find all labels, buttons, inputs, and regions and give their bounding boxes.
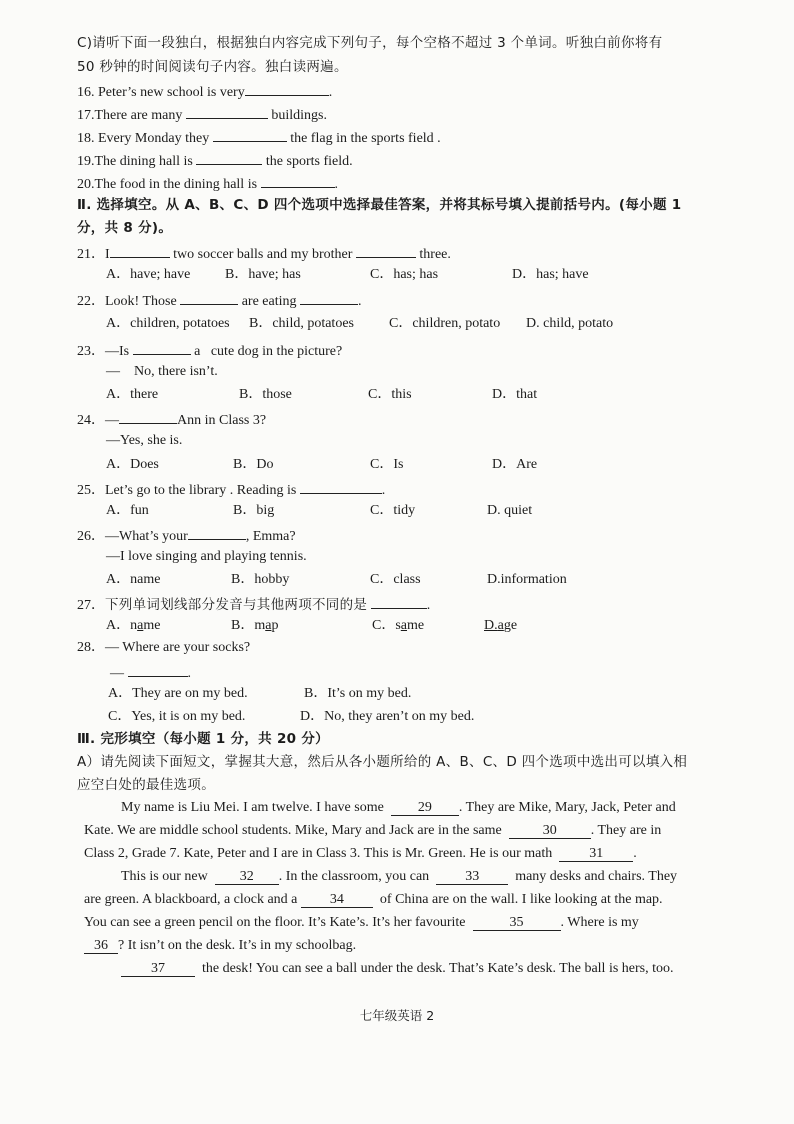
cloze-blank-35[interactable]: 35 (473, 915, 561, 931)
question-26: 26．—What’s your , Emma? (77, 525, 296, 546)
q24-option-b[interactable]: B．Do (233, 457, 274, 472)
question-27: 27．下列单词划线部分发音与其他两项不同的是 . (77, 594, 430, 615)
question-20: 20.The food in the dining hall is . (77, 173, 338, 194)
q21-option-a[interactable]: A．have; have (106, 267, 191, 282)
answer-blank-21a[interactable] (110, 243, 170, 258)
section3-instruction-line1: A）请先阅读下面短文，掌握其大意，然后从各小题所给的 A、B、C、D 四个选项中选出可以填入相 (77, 754, 688, 770)
cloze-blank-37[interactable]: 37 (121, 961, 195, 977)
q22-option-a[interactable]: A．children, potatoes (106, 316, 230, 331)
q28-reply: — . (110, 662, 191, 683)
passage-p2-line4: 36 ? It isn’t on the desk. It’s in my schoolbag. (84, 937, 356, 955)
question-17: 17.There are many buildings. (77, 104, 327, 125)
q28-option-a[interactable]: A．They are on my bed. (108, 686, 248, 701)
cloze-blank-33[interactable]: 33 (436, 869, 508, 885)
q27-option-a[interactable]: A．name (106, 618, 161, 633)
passage-p2-line2: are green. A blackboard, a clock and a 34 of China are on the wall. I like looking at the map. (84, 892, 663, 907)
q21-option-c[interactable]: C．has; has (370, 267, 439, 282)
answer-blank-16[interactable] (245, 81, 329, 96)
passage-p3-line1: 37 the desk! You can see a ball under the desk. That’s Kate’s desk. The ball is hers, too. (121, 960, 674, 978)
q28-option-b[interactable]: B．It’s on my bed. (304, 686, 412, 701)
q28-option-d[interactable]: D．No, they aren’t on my bed. (300, 709, 475, 724)
q23-option-d[interactable]: D．that (492, 387, 538, 402)
q26-option-c[interactable]: C．class (370, 572, 421, 587)
answer-blank-17[interactable] (186, 104, 268, 119)
listening-instruction-line1: C)请听下面一段独白，根据独白内容完成下列句子，每个空格不超过 3 个单词。听独白前你将有 (77, 35, 663, 51)
cloze-blank-36[interactable]: 36 (84, 938, 118, 954)
question-28: 28．— Where are your socks? (77, 640, 251, 655)
q22-option-d[interactable]: D. child, potato (526, 316, 614, 331)
q27-option-d[interactable]: D.age (484, 618, 518, 633)
answer-blank-25[interactable] (300, 479, 382, 494)
question-18: 18. Every Monday they the flag in the sports field . (77, 127, 441, 148)
passage-p1-line2: Kate. We are middle school students. Mike, Mary and Jack are in the same 30 . They are in (84, 823, 662, 838)
answer-blank-22b[interactable] (300, 290, 358, 305)
q26-option-a[interactable]: A．name (106, 572, 161, 587)
question-19: 19.The dining hall is the sports field. (77, 150, 353, 171)
q25-option-d[interactable]: D. quiet (487, 503, 533, 518)
answer-blank-27[interactable] (371, 594, 427, 609)
passage-p1-line3: Class 2, Grade 7. Kate, Peter and I are in Class 3. This is Mr. Green. He is our math 31 . (84, 846, 637, 861)
q23-reply: — No, there isn’t. (106, 364, 218, 379)
question-24: 24．— Ann in Class 3? (77, 409, 266, 430)
answer-blank-28[interactable] (128, 662, 188, 677)
cloze-blank-31[interactable]: 31 (559, 846, 633, 862)
q23-option-a[interactable]: A．there (106, 387, 159, 402)
q25-option-c[interactable]: C．tidy (370, 503, 416, 518)
q24-option-c[interactable]: C．Is (370, 457, 404, 472)
answer-blank-26[interactable] (188, 525, 246, 540)
q24-option-a[interactable]: A．Does (106, 457, 159, 472)
answer-blank-22a[interactable] (180, 290, 238, 305)
q26-option-d[interactable]: D.information (487, 572, 567, 587)
section2-heading-line1: Ⅱ. 选择填空。从 A、B、C、D 四个选项中选择最佳答案，并将其标号填入提前括号内。(每小题 1 (77, 197, 682, 213)
cloze-blank-30[interactable]: 30 (509, 823, 591, 839)
answer-blank-19[interactable] (196, 150, 262, 165)
question-22: 22．Look! Those are eating . (77, 290, 361, 311)
q22-option-c[interactable]: C．children, potato (389, 316, 501, 331)
q27-option-b[interactable]: B．map (231, 618, 279, 633)
q25-option-a[interactable]: A．fun (106, 503, 149, 518)
q23-option-b[interactable]: B．those (239, 387, 292, 402)
q23-option-c[interactable]: C．this (368, 387, 412, 402)
q24-reply: —Yes, she is. (106, 433, 183, 448)
q26-option-b[interactable]: B．hobby (231, 572, 290, 587)
q24-option-d[interactable]: D．Are (492, 457, 538, 472)
question-21: 21．I two soccer balls and my brother three. (77, 243, 451, 264)
q21-option-d[interactable]: D．has; have (512, 267, 589, 282)
q21-option-b[interactable]: B．have; has (225, 267, 301, 282)
q27-option-c[interactable]: C．same (372, 618, 425, 633)
section3-heading: Ⅲ. 完形填空（每小题 1 分，共 20 分） (77, 731, 329, 747)
question-25: 25．Let’s go to the library . Reading is . (77, 479, 385, 500)
section2-heading-line2: 分，共 8 分)。 (77, 220, 173, 236)
cloze-blank-34[interactable]: 34 (301, 892, 373, 908)
listening-instruction-line2: 50 秒钟的时间阅读句子内容。独白读两遍。 (77, 59, 348, 75)
question-23: 23．—Is a cute dog in the picture? (77, 340, 342, 361)
q22-option-b[interactable]: B．child, potatoes (249, 316, 354, 331)
question-16: 16. Peter’s new school is very . (77, 81, 332, 102)
answer-blank-21b[interactable] (356, 243, 416, 258)
q26-reply: —I love singing and playing tennis. (106, 549, 307, 564)
answer-blank-18[interactable] (213, 127, 287, 142)
answer-blank-24[interactable] (119, 409, 177, 424)
cloze-blank-32[interactable]: 32 (215, 869, 279, 885)
answer-blank-23[interactable] (133, 340, 191, 355)
passage-p2-line3: You can see a green pencil on the floor. It’s Kate’s. It’s her favourite 35 . Where is my (84, 915, 639, 930)
q28-option-c[interactable]: C．Yes, it is on my bed. (108, 709, 246, 724)
section3-instruction-line2: 应空白处的最佳选项。 (77, 777, 215, 793)
page-footer: 七年级英语 2 (359, 1008, 435, 1023)
passage-p1-line1: My name is Liu Mei. I am twelve. I have some 29 . They are Mike, Mary, Jack, Peter and (121, 800, 676, 815)
answer-blank-20[interactable] (261, 173, 335, 188)
cloze-blank-29[interactable]: 29 (391, 800, 459, 816)
q25-option-b[interactable]: B．big (233, 503, 275, 518)
passage-p2-line1: This is our new 32 . In the classroom, you can 33 many desks and chairs. They (121, 869, 678, 884)
